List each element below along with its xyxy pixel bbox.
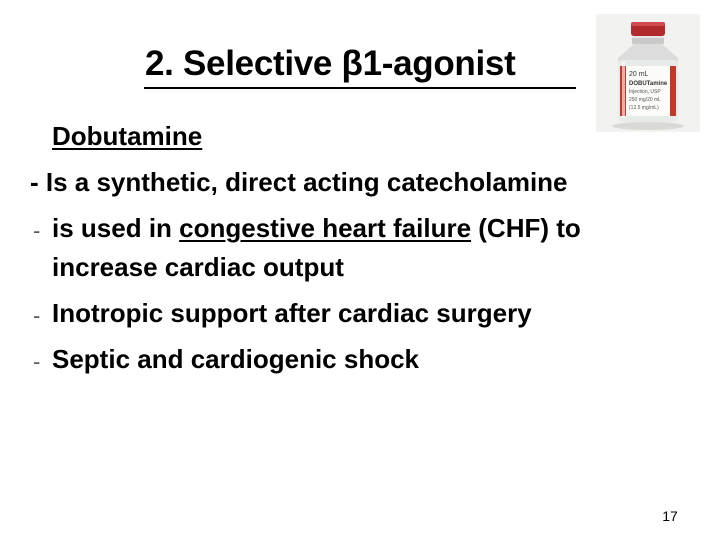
slide-title: 2. Selective β1-agonist — [145, 44, 516, 83]
bullet-shock: Septic and cardiogenic shock — [52, 344, 419, 374]
bullet-synthetic: - Is a synthetic, direct acting catecholamine — [30, 167, 568, 197]
vial-label-line4: 250 mg/20 mL — [629, 97, 661, 103]
vial-label-line2: DOBUTamine — [629, 81, 668, 87]
bullet-dash: - — [33, 349, 41, 374]
bullet-chf — [52, 213, 581, 243]
vial-label-line3: Injection, USP — [629, 89, 661, 95]
bullet-dash: - — [33, 303, 41, 328]
bullet-chf-continuation: increase cardiac output — [52, 252, 344, 282]
bullet-dash: - — [33, 218, 41, 243]
drug-name: Dobutamine — [52, 121, 203, 151]
vial-label-line1: 20 mL — [629, 71, 649, 78]
page-number: 17 — [662, 508, 678, 524]
bullet-chf-underlined: congestive heart failure — [179, 213, 472, 243]
vial-label-line5: (12.5 mg/mL) — [629, 105, 659, 111]
bullet-chf-suffix: (CHF) to — [471, 213, 581, 243]
bullet-chf-prefix: is used in — [52, 213, 180, 243]
bullet-inotropic: Inotropic support after cardiac surgery — [52, 298, 532, 328]
